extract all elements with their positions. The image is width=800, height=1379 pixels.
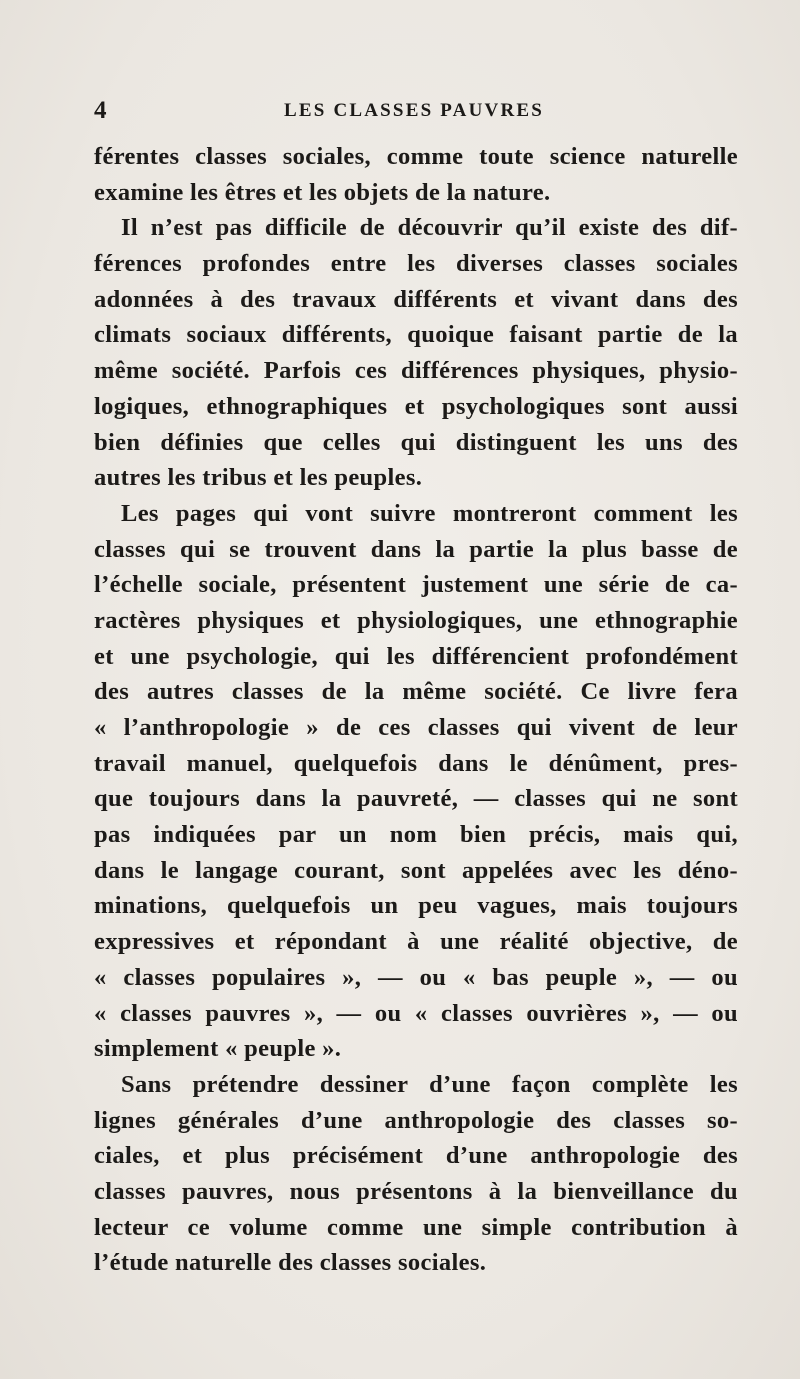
text-line: l’échelle sociale, présentent justement une série de ca- (94, 571, 738, 599)
text-line: « classes pauvres », — ou « classes ouvrières », — ou (94, 999, 738, 1027)
text-line: ciales, et plus précisément d’une anthropologie des (94, 1142, 738, 1170)
text-line: « l’anthropologie » de ces classes qui vivent de leur (94, 714, 738, 741)
text-line: lecteur ce volume comme une simple contribution à (94, 1213, 738, 1241)
text-line: férences profondes entre les diverses classes sociales (94, 250, 738, 278)
text-line: ractères physiques et physiologiques, une ethnographie (94, 606, 738, 634)
text-line: « classes populaires », — ou « bas peuple », — ou (94, 963, 738, 991)
text-line: férentes classes sociales, comme toute science naturelle (94, 143, 738, 170)
running-head (94, 97, 734, 127)
text-line: climats sociaux différents, quoique faisant partie de la (94, 321, 738, 349)
text-line: examine les êtres et les objets de la nature. (94, 178, 551, 206)
running-title: LES CLASSES PAUVRES (283, 100, 545, 121)
text-line: l’étude naturelle des classes sociales. (94, 1249, 487, 1277)
text-line: bien définies que celles qui distinguent les uns des (94, 428, 738, 456)
text-line: minations, quelquefois un peu vagues, mais toujours (94, 892, 738, 920)
text-line: adonnées à des travaux différents et vivant dans des (94, 285, 738, 313)
text-line: dans le langage courant, sont appelées avec les déno- (94, 856, 738, 884)
text-line: logiques, ethnographiques et psychologiques sont aussi (94, 392, 738, 420)
text-line: simplement « peuple ». (94, 1035, 342, 1063)
text-line: des autres classes de la même société. Ce livre fera (94, 678, 738, 706)
text-line: Les pages qui vont suivre montreront comment les (121, 499, 738, 527)
text-line: pas indiquées par un nom bien précis, mais qui, (94, 821, 738, 849)
text-line: expressives et répondant à une réalité objective, de (94, 928, 738, 956)
text-line: même société. Parfois ces différences physiques, physio- (94, 357, 738, 385)
text-line: classes qui se trouvent dans la partie la plus basse de (94, 535, 738, 563)
text-line: Il n’est pas difficile de découvrir qu’il existe des dif- (121, 214, 738, 242)
text-line: Sans prétendre dessiner d’une façon complète les (121, 1070, 738, 1098)
text-line: classes pauvres, nous présentons à la bienveillance du (94, 1177, 738, 1205)
text-line: travail manuel, quelquefois dans le dénûment, pres- (94, 749, 738, 777)
text-line: que toujours dans la pauvreté, — classes qui ne sont (94, 785, 738, 813)
body-text (94, 139, 738, 1281)
text-line: lignes générales d’une anthropologie des classes so- (94, 1106, 738, 1134)
page-number: 4 (94, 97, 107, 124)
text-line: et une psychologie, qui les différencient profondément (94, 642, 738, 670)
text-line: autres les tribus et les peuples. (94, 464, 423, 492)
